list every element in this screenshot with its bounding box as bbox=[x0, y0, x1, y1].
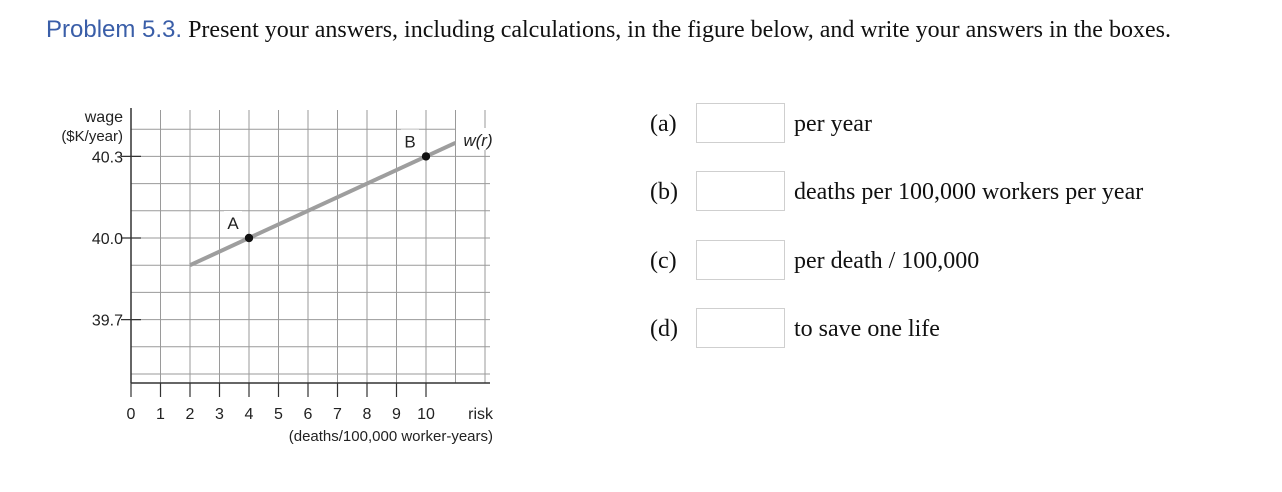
answer-a-input[interactable] bbox=[696, 103, 785, 143]
point-label-a: A bbox=[227, 214, 239, 233]
y-tick-label: 40.0 bbox=[91, 231, 123, 248]
x-axis-title: risk bbox=[468, 406, 493, 423]
x-tick-label: 10 bbox=[417, 406, 435, 423]
answer-d-input[interactable] bbox=[696, 308, 785, 348]
chart-series bbox=[190, 143, 456, 265]
x-tick-label: 8 bbox=[362, 406, 372, 423]
answer-d-label: (d) bbox=[650, 316, 678, 342]
answer-a-unit: per year bbox=[794, 111, 872, 137]
x-tick-label: 5 bbox=[274, 406, 283, 423]
point-a bbox=[245, 234, 253, 242]
x-tick-label: 7 bbox=[333, 406, 342, 423]
y-tick-label: 39.7 bbox=[91, 312, 123, 330]
answer-a-label: (a) bbox=[650, 111, 677, 137]
answer-b-unit: deaths per 100,000 workers per year bbox=[794, 179, 1144, 205]
y-tick-label: 40.3 bbox=[91, 149, 123, 167]
y-axis-title: wage bbox=[84, 109, 123, 126]
problem-label: Problem 5.3. bbox=[46, 16, 183, 43]
answer-b-input[interactable] bbox=[696, 171, 785, 211]
answer-c-unit: per death / 100,000 bbox=[794, 248, 980, 274]
series-label-w-r: w(r) bbox=[463, 131, 493, 150]
wage-curve-line bbox=[190, 143, 456, 265]
x-tick-label: 1 bbox=[156, 406, 165, 423]
x-tick-label: 0 bbox=[126, 406, 136, 423]
wage-risk-chart bbox=[0, 0, 520, 492]
x-tick-label: 9 bbox=[392, 406, 401, 423]
answer-d-unit: to save one life bbox=[794, 316, 940, 342]
x-tick-label: 2 bbox=[185, 406, 195, 423]
point-b bbox=[422, 152, 430, 160]
answer-c-label: (c) bbox=[650, 248, 677, 274]
problem-text: Present your answers, including calculations, in the figure below, and write your answers in the boxes. bbox=[182, 17, 1171, 43]
answer-c-input[interactable] bbox=[696, 240, 785, 280]
x-tick-label: 6 bbox=[303, 406, 313, 423]
x-axis-unit: (deaths/100,000 worker-years) bbox=[288, 428, 493, 445]
point-label-b: B bbox=[404, 132, 416, 152]
y-axis-unit: ($K/year) bbox=[61, 128, 123, 145]
x-tick-label: 4 bbox=[244, 406, 254, 423]
x-tick-label: 3 bbox=[215, 406, 224, 423]
answer-b-label: (b) bbox=[650, 179, 678, 205]
